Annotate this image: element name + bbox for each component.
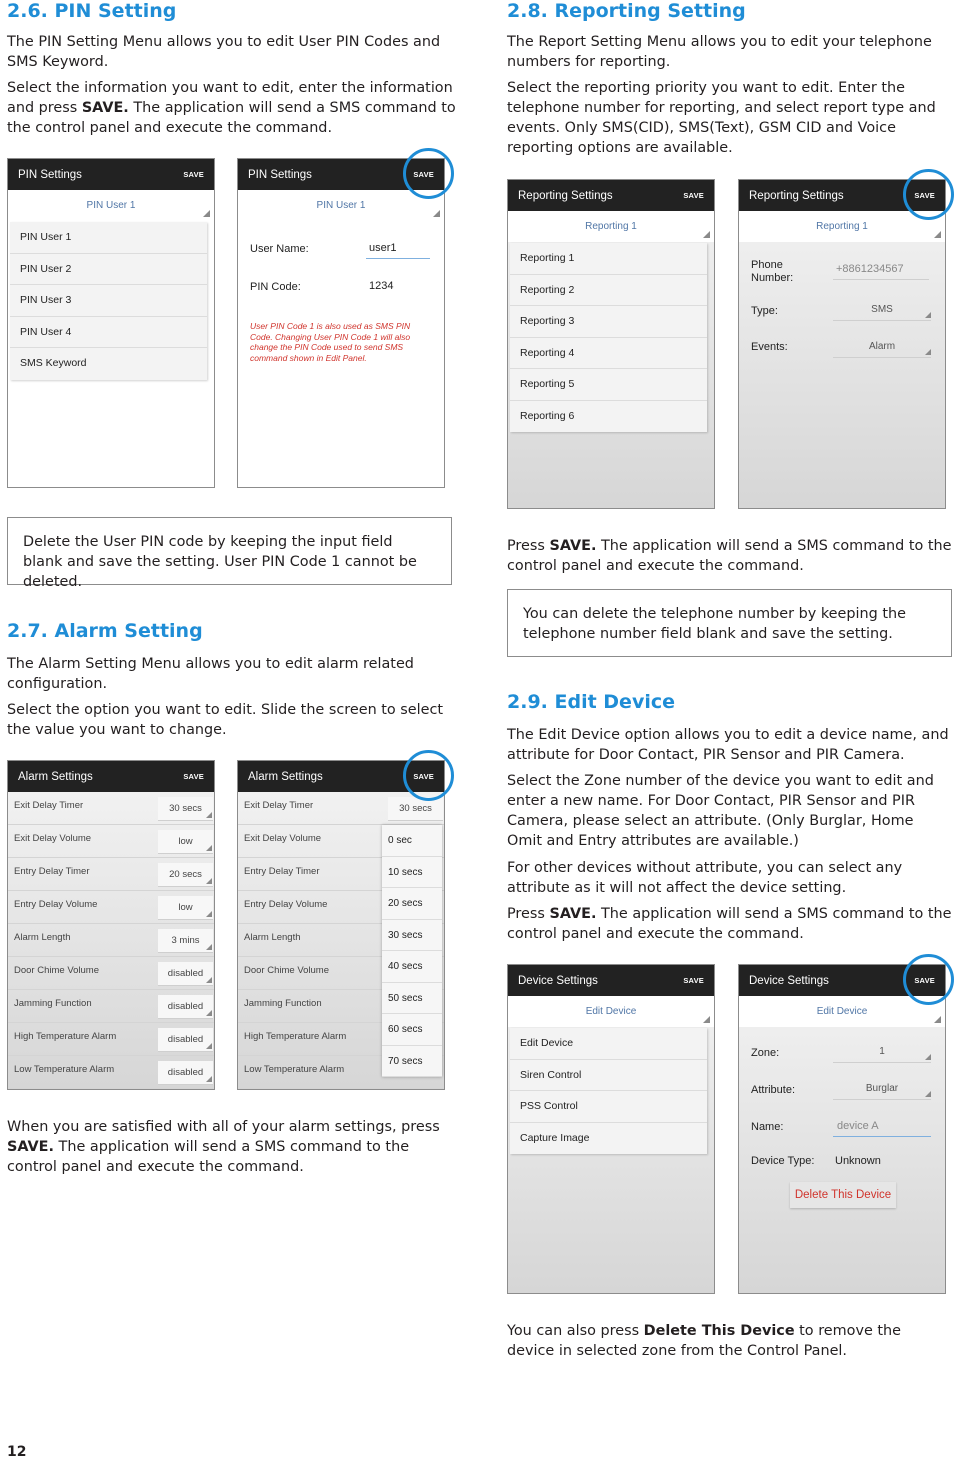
row-name: Door Chime Volume bbox=[14, 965, 100, 976]
row-value[interactable] bbox=[158, 797, 213, 821]
phone-number-label: Phone Number: bbox=[751, 259, 794, 284]
screen-title: Device Settings bbox=[749, 974, 829, 987]
row-value[interactable] bbox=[158, 929, 213, 953]
row-value[interactable] bbox=[158, 995, 213, 1019]
pin-section-title: 2.6. PIN Setting bbox=[7, 0, 177, 22]
save-highlight-circle bbox=[403, 750, 454, 801]
app-bar bbox=[8, 159, 214, 190]
dropdown-arrow-icon bbox=[925, 1091, 931, 1097]
alarm-rows bbox=[8, 792, 214, 1089]
save-button[interactable]: SAVE bbox=[183, 170, 204, 179]
reporting-settings-screen-menu bbox=[507, 179, 715, 509]
row-name: Exit Delay Timer bbox=[14, 800, 84, 811]
device-delete-paragraph: You can also press Delete This Device to remove the device in selected zone from the Control Panel. bbox=[507, 1323, 902, 1359]
select-value: Alarm bbox=[868, 341, 896, 352]
picker-option[interactable]: 40 secs bbox=[382, 951, 442, 983]
alarm-row[interactable] bbox=[8, 792, 214, 825]
row-value-text: 30 secs bbox=[169, 803, 202, 814]
picker-option[interactable]: 70 secs bbox=[382, 1046, 442, 1078]
zone-select[interactable] bbox=[833, 1046, 931, 1063]
alarm-save-paragraph: When you are satisfied with all of your alarm settings, press SAVE. The application will send a SMS command to the control panel and execute the command. bbox=[7, 1119, 440, 1175]
spinner-value: Reporting 1 bbox=[816, 221, 868, 232]
dropdown-arrow-icon bbox=[206, 878, 212, 884]
screen-title: Reporting Settings bbox=[518, 189, 613, 202]
menu-item[interactable]: Reporting 6 bbox=[520, 409, 575, 422]
save-button[interactable]: SAVE bbox=[413, 772, 434, 781]
dropdown-arrow-icon bbox=[925, 312, 931, 318]
select-value: 1 bbox=[879, 1046, 885, 1057]
report-instructions-paragraph: Select the reporting priority you want to edit. Enter the telephone number for reporting, and select report type and events. Only SMS(CID), SMS(Text), GSM CID and Voice reporting options are available. bbox=[507, 80, 936, 156]
save-button[interactable]: SAVE bbox=[413, 170, 434, 179]
menu-item[interactable]: Reporting 4 bbox=[510, 338, 707, 370]
pincode-label: PIN Code: bbox=[250, 281, 301, 293]
row-value-text: disabled bbox=[167, 1034, 204, 1045]
row-value-text: low bbox=[178, 836, 193, 847]
report-intro-paragraph: The Report Setting Menu allows you to edit your telephone numbers for reporting. bbox=[507, 34, 932, 70]
menu-item[interactable]: Capture Image bbox=[520, 1131, 590, 1144]
menu-item[interactable]: Siren Control bbox=[510, 1060, 707, 1092]
row-name: Jamming Function bbox=[14, 998, 92, 1009]
screen-title: PIN Settings bbox=[18, 168, 82, 181]
picker-option[interactable]: 10 secs bbox=[382, 857, 442, 889]
dropdown-arrow-icon bbox=[703, 231, 710, 238]
report-delete-note: You can delete the telephone number by keeping the telephone number field blank and save the setting. bbox=[507, 589, 952, 657]
app-bar bbox=[8, 761, 214, 792]
save-button[interactable]: SAVE bbox=[183, 772, 204, 781]
alarm-row[interactable] bbox=[8, 858, 214, 891]
save-button[interactable]: SAVE bbox=[914, 191, 935, 200]
device-settings-screen-edit bbox=[738, 964, 946, 1294]
alarm-settings-screen bbox=[7, 760, 215, 1090]
row-name: Entry Delay Volume bbox=[244, 899, 328, 910]
dropdown-arrow-icon bbox=[206, 1010, 212, 1016]
alarm-section-title: 2.7. Alarm Setting bbox=[7, 620, 203, 642]
dropdown-arrow-icon bbox=[934, 1016, 941, 1023]
zone-label: Zone: bbox=[751, 1047, 780, 1059]
spinner-value: PIN User 1 bbox=[86, 200, 136, 211]
menu-item[interactable]: Reporting 5 bbox=[510, 369, 707, 401]
reporting-menu-list bbox=[510, 243, 707, 432]
device-save-paragraph: Press SAVE. The application will send a SMS command to the control panel and execute the command. bbox=[507, 906, 952, 942]
spinner-value: Edit Device bbox=[816, 1006, 868, 1017]
spinner-value: Edit Device bbox=[585, 1006, 637, 1017]
row-name: Entry Delay Timer bbox=[244, 866, 320, 877]
pincode-input[interactable]: 1234 bbox=[369, 280, 394, 292]
dropdown-arrow-icon bbox=[925, 349, 931, 355]
row-name: High Temperature Alarm bbox=[14, 1031, 117, 1042]
reporting-spinner[interactable] bbox=[508, 211, 714, 242]
menu-item[interactable]: PIN User 1 bbox=[10, 222, 207, 254]
name-input[interactable]: device A bbox=[837, 1120, 879, 1132]
row-name: Jamming Function bbox=[244, 998, 322, 1009]
device-spinner[interactable] bbox=[508, 996, 714, 1027]
row-value[interactable] bbox=[158, 830, 213, 854]
phone-number-input[interactable]: +8861234567 bbox=[836, 263, 904, 275]
dropdown-arrow-icon bbox=[925, 1054, 931, 1060]
alarm-row[interactable] bbox=[8, 1056, 214, 1089]
save-highlight-circle bbox=[903, 169, 954, 220]
menu-item[interactable]: Edit Device bbox=[510, 1028, 707, 1060]
dropdown-arrow-icon bbox=[206, 812, 212, 818]
pin-delete-note: Delete the User PIN code by keeping the input field blank and save the setting. User PIN Code 1 cannot be deleted. bbox=[7, 517, 452, 585]
type-select[interactable] bbox=[833, 304, 931, 321]
username-input[interactable]: user1 bbox=[369, 242, 397, 254]
row-value[interactable] bbox=[388, 797, 443, 821]
spinner-value: Reporting 1 bbox=[585, 221, 637, 232]
row-name: Alarm Length bbox=[244, 932, 301, 943]
menu-item[interactable]: SMS Keyword bbox=[20, 357, 87, 369]
row-value-text: low bbox=[178, 902, 193, 913]
alarm-row[interactable] bbox=[8, 924, 214, 957]
dropdown-arrow-icon bbox=[433, 210, 440, 217]
device-section-title: 2.9. Edit Device bbox=[507, 691, 675, 713]
name-label: Name: bbox=[751, 1121, 784, 1133]
dropdown-arrow-icon bbox=[206, 911, 212, 917]
screen-title: Alarm Settings bbox=[18, 770, 93, 783]
row-name: Exit Delay Volume bbox=[244, 833, 322, 844]
type-label: Type: bbox=[751, 305, 778, 317]
alarm-row[interactable] bbox=[8, 957, 214, 990]
row-value-text: 3 mins bbox=[171, 935, 200, 946]
row-value-text: disabled bbox=[167, 968, 204, 979]
spinner-value: PIN User 1 bbox=[316, 200, 366, 211]
events-label: Events: bbox=[751, 341, 788, 353]
dropdown-arrow-icon bbox=[206, 944, 212, 950]
pin-menu-list bbox=[10, 222, 207, 380]
device-instructions-paragraph: Select the Zone number of the device you want to edit and enter a new name. For Door Contact, PIR Sensor and PIR Camera, please select an attribute. (Only Burglar, Home Omit and Entry attributes are available.) bbox=[507, 773, 934, 849]
attribute-select[interactable] bbox=[833, 1083, 931, 1100]
menu-item[interactable]: PSS Control bbox=[510, 1091, 707, 1123]
row-name: Entry Delay Timer bbox=[14, 866, 90, 877]
reporting-settings-screen-edit bbox=[738, 179, 946, 509]
row-name: Exit Delay Timer bbox=[244, 800, 314, 811]
delete-device-button[interactable]: Delete This Device bbox=[790, 1182, 896, 1208]
device-type-value: Unknown bbox=[835, 1155, 881, 1167]
name-underline bbox=[833, 1136, 931, 1137]
pin-warning-text: User PIN Code 1 is also used as SMS PIN Code. Changing User PIN Code 1 will also change the PIN Code used to send SMS command shown in Edit Panel. bbox=[250, 321, 411, 363]
row-value-text: disabled bbox=[167, 1067, 204, 1078]
alarm-row[interactable] bbox=[8, 990, 214, 1023]
row-value[interactable] bbox=[158, 962, 213, 986]
value-picker[interactable] bbox=[382, 825, 442, 1077]
alarm-instructions-paragraph: Select the option you want to edit. Slide the screen to select the value you want to change. bbox=[7, 702, 444, 738]
picker-option[interactable]: 20 secs bbox=[382, 888, 442, 920]
pin-settings-screen-menu bbox=[7, 158, 215, 488]
menu-item[interactable]: PIN User 3 bbox=[10, 285, 207, 317]
row-value-text: 30 secs bbox=[399, 803, 432, 814]
row-name: Low Temperature Alarm bbox=[14, 1064, 115, 1075]
picker-option[interactable]: 30 secs bbox=[382, 920, 442, 952]
row-value[interactable] bbox=[158, 863, 213, 887]
dropdown-arrow-icon bbox=[703, 1016, 710, 1023]
alarm-row[interactable] bbox=[8, 1023, 214, 1056]
row-name: Exit Delay Volume bbox=[14, 833, 92, 844]
screen-title: Alarm Settings bbox=[248, 770, 323, 783]
alarm-settings-screen-picker bbox=[237, 760, 445, 1090]
screen-title: Device Settings bbox=[518, 974, 598, 987]
row-name: Alarm Length bbox=[14, 932, 71, 943]
pin-settings-screen-edit bbox=[237, 158, 445, 488]
menu-item[interactable]: Reporting 3 bbox=[510, 306, 707, 338]
dropdown-arrow-icon bbox=[206, 1043, 212, 1049]
events-select[interactable] bbox=[833, 341, 931, 358]
menu-item[interactable]: Reporting 1 bbox=[510, 243, 707, 275]
alarm-intro-paragraph: The Alarm Setting Menu allows you to edit alarm related configuration. bbox=[7, 656, 414, 692]
picker-option[interactable]: 0 sec bbox=[382, 825, 442, 857]
device-intro-paragraph: The Edit Device option allows you to edit a device name, and attribute for Door Contact, PIR Sensor and PIR Camera. bbox=[507, 727, 949, 763]
pin-user-spinner[interactable] bbox=[238, 190, 444, 221]
row-name: Low Temperature Alarm bbox=[244, 1064, 345, 1075]
dropdown-arrow-icon bbox=[206, 1076, 212, 1082]
username-underline bbox=[366, 258, 430, 259]
save-button[interactable]: SAVE bbox=[914, 976, 935, 985]
row-value-text: disabled bbox=[167, 1001, 204, 1012]
save-highlight-circle bbox=[403, 148, 454, 199]
device-type-label: Device Type: bbox=[751, 1155, 815, 1167]
row-value[interactable] bbox=[158, 896, 213, 920]
pin-intro-paragraph: The PIN Setting Menu allows you to edit User PIN Codes and SMS Keyword. bbox=[7, 34, 441, 70]
alarm-row[interactable] bbox=[8, 891, 214, 924]
save-highlight-circle bbox=[903, 954, 954, 1005]
device-attribute-paragraph: For other devices without attribute, you can select any attribute as it will not affect the device setting. bbox=[507, 860, 903, 896]
pin-user-spinner[interactable] bbox=[8, 190, 214, 221]
report-save-paragraph: Press SAVE. The application will send a SMS command to the control panel and execute the command. bbox=[507, 538, 952, 574]
device-menu-list bbox=[510, 1028, 707, 1154]
select-value: Burglar bbox=[865, 1083, 899, 1094]
attribute-label: Attribute: bbox=[751, 1084, 796, 1096]
screen-title: PIN Settings bbox=[248, 168, 312, 181]
phone-underline bbox=[833, 279, 929, 280]
dropdown-arrow-icon bbox=[934, 231, 941, 238]
alarm-row[interactable] bbox=[238, 792, 444, 825]
pin-instructions-paragraph: Select the information you want to edit, enter the information and press SAVE. The application will send a SMS command to the control panel and execute the command. bbox=[7, 80, 456, 136]
dropdown-arrow-icon bbox=[203, 210, 210, 217]
picker-option[interactable]: 50 secs bbox=[382, 983, 442, 1015]
username-label: User Name: bbox=[250, 243, 309, 255]
row-value[interactable] bbox=[158, 1061, 213, 1085]
menu-item[interactable]: PIN User 2 bbox=[10, 254, 207, 286]
page-number: 12 bbox=[7, 1444, 27, 1460]
menu-item[interactable]: PIN User 4 bbox=[10, 317, 207, 349]
alarm-row[interactable] bbox=[8, 825, 214, 858]
dropdown-arrow-icon bbox=[206, 977, 212, 983]
row-value[interactable] bbox=[158, 1028, 213, 1052]
save-button[interactable]: SAVE bbox=[683, 976, 704, 985]
dropdown-arrow-icon bbox=[206, 845, 212, 851]
row-name: Entry Delay Volume bbox=[14, 899, 98, 910]
save-button[interactable]: SAVE bbox=[683, 191, 704, 200]
report-section-title: 2.8. Reporting Setting bbox=[507, 0, 746, 22]
row-name: High Temperature Alarm bbox=[244, 1031, 347, 1042]
select-value: SMS bbox=[871, 304, 893, 315]
picker-option[interactable]: 60 secs bbox=[382, 1014, 442, 1046]
row-value-text: 20 secs bbox=[169, 869, 202, 880]
device-settings-screen-menu bbox=[507, 964, 715, 1294]
app-bar bbox=[508, 180, 714, 211]
row-name: Door Chime Volume bbox=[244, 965, 330, 976]
app-bar bbox=[508, 965, 714, 996]
menu-item[interactable]: Reporting 2 bbox=[510, 275, 707, 307]
screen-title: Reporting Settings bbox=[749, 189, 844, 202]
